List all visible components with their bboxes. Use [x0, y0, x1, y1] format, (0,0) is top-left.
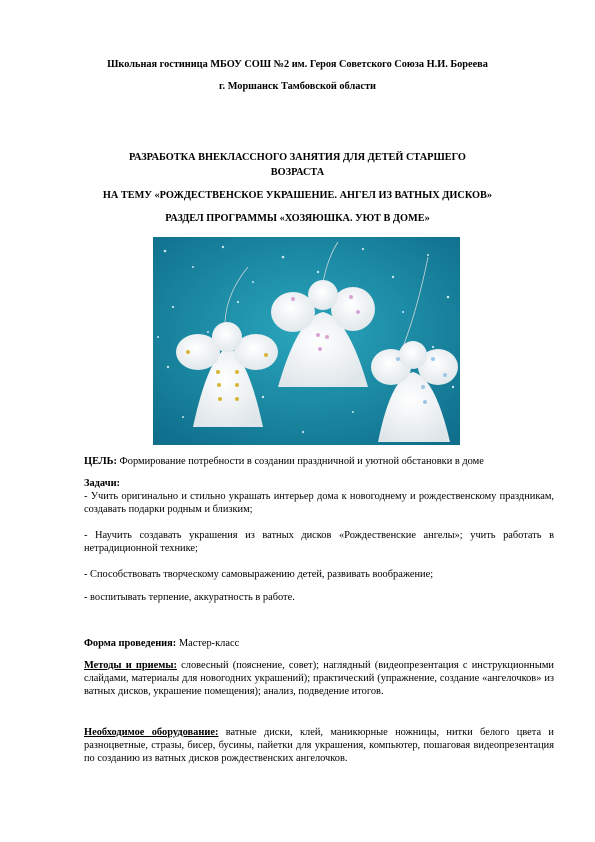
school-name: Школьная гостиница МБОУ СОШ №2 им. Героя Советского Союза Н.И. Бореева: [107, 59, 488, 70]
angels-illustration: [153, 237, 460, 445]
equipment-text: ватные диски, клей, маникюрные ножницы, нитки белого цвета и разноцветные, стразы, бисер, бусины, пайетки для украшения, компьютер, пошаговая видеопрезентация по созданию из ватных дисков рождественских ангелочков.: [84, 727, 554, 765]
title-line-1: РАЗРАБОТКА ВНЕКЛАССНОГО ЗАНЯТИЯ ДЛЯ ДЕТЕЙ СТАРШЕГО: [129, 152, 466, 163]
title-line-4: РАЗДЕЛ ПРОГРАММЫ «ХОЗЯЮШКА. УЮТ В ДОМЕ»: [165, 213, 430, 224]
methods-paragraph: [84, 659, 554, 699]
form-label: Форма проведения:: [84, 638, 177, 649]
title-line-2: ВОЗРАСТА: [270, 167, 325, 178]
title-line-3: НА ТЕМУ «РОЖДЕСТВЕНСКОЕ УКРАШЕНИЕ. АНГЕЛ ИЗ ВАТНЫХ ДИСКОВ»: [102, 190, 493, 201]
form-paragraph: [84, 637, 554, 650]
goal-label: ЦЕЛЬ:: [84, 456, 117, 467]
methods-text: словесный (пояснение, совет); наглядный (видеопрезентация с инструкционными слайдами, материалы для новогодних украшений); практический (упражнение, создание «ангелочков» из ватных дисков, украшение помещения); анализ, подведение итогов.: [84, 660, 554, 698]
task-item-1: - Учить оригинально и стильно украшать интерьер дома к новогоднему и рождественскому праздникам, создавать подарки родным и близким;: [84, 491, 554, 516]
goal-text: Формирование потребности в создании праздничной и уютной обстановки в доме: [116, 456, 484, 467]
tasks-label: Задачи:: [84, 478, 121, 489]
goal-paragraph: [84, 455, 554, 468]
methods-label: Методы и приемы:: [84, 660, 177, 671]
equipment-label: Необходимое оборудование:: [84, 727, 219, 738]
equipment-paragraph: [84, 726, 554, 766]
task-item-3: - Способствовать творческому самовыражению детей, развивать воображение;: [84, 569, 434, 580]
task-item-2: - Научить создавать украшения из ватных дисков «Рождественские ангелы»; учить работать в нетрадиционной технике;: [84, 530, 554, 555]
task-item-4: - воспитывать терпение, аккуратность в работе.: [84, 592, 295, 603]
angels-photo: [153, 237, 460, 445]
form-text: Мастер-класс: [176, 638, 240, 649]
school-city: г. Моршанск Тамбовской области: [219, 81, 376, 92]
